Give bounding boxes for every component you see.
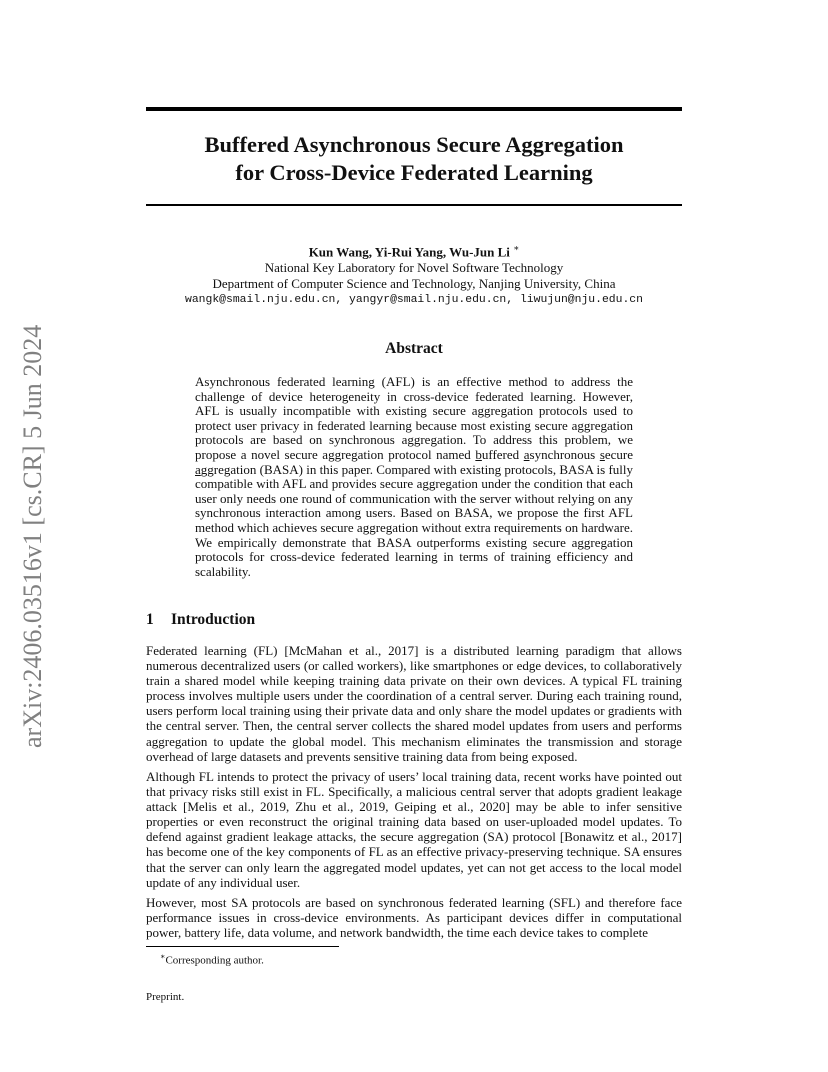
acronym-letter-s: s <box>599 446 605 462</box>
corresponding-author-marker: ∗ <box>513 243 520 253</box>
acronym-word-buffered: uffered <box>481 446 524 462</box>
author-names <box>146 240 682 260</box>
acronym-letter-a: a <box>523 446 530 462</box>
author-emails: wangk@smail.nju.edu.cn, yangyr@smail.nju.edu.cn, liwujun@nju.edu.cn <box>185 294 643 307</box>
paper-title <box>146 131 682 187</box>
abstract-body <box>195 375 633 579</box>
title-line-2: for Cross-Device Federated Learning <box>235 160 593 185</box>
title-top-rule <box>146 107 682 111</box>
title-line-1: Buffered Asynchronous Secure Aggregation <box>204 132 624 157</box>
abstract-heading: Abstract <box>385 340 443 357</box>
section-heading-introduction <box>146 611 682 629</box>
preprint-label: Preprint. <box>146 991 185 1003</box>
acronym-word-aggregation: ggregation <box>200 461 257 477</box>
introduction-paragraph-1: Federated learning (FL) [McMahan et al., 2017] is a distributed learning paradigm that allows numerous decentralized users (or called workers), like smartphones or edge devices, to collaboratively train a shared model while keeping training data private on their own devices. A typical FL training process involves multiple users under the coordination of a central server. During each training round, users perform local training using their private data and only share the model updates or gradients with the central server. Then, the central server collects the shared model updates from users and performs aggregation to update the global model. This mechanism eliminates the transmission and storage overhead of large datasets and prevents sensitive training data from being exposed. <box>146 643 682 764</box>
introduction-paragraph-2: Although FL intends to protect the privacy of users’ local training data, recent works have pointed out that privacy risks still exist in FL. Specifically, a malicious central server that adopts gradient leakage attack [Melis et al., 2019, Zhu et al., 2019, Geiping et al., 2020] may be able to infer sensitive properties or even reconstruct the original training data based on user-uploaded model updates. To defend against gradient leakage attacks, the secure aggregation (SA) protocol [Bonawitz et al., 2017] has become one of the key components of FL as an effective privacy-preserving technique. SA ensures that the server can only learn the aggregated model updates, yet can not get access to the local model update of any individual user. <box>146 769 682 890</box>
acronym-letter-a-2: a <box>195 461 201 477</box>
title-bottom-rule <box>146 204 682 206</box>
author-block <box>146 240 682 308</box>
abstract-text-part-1: Asynchronous federated learning (AFL) is an effective method to address the challenge of device heterogeneity in cross-device federated learning. However, AFL is usually incompatible with existing secure aggregation protocols used to protect user privacy in federated learning because most existing secure aggregation protocols are based on synchronous aggregation. To address this problem, we propose a novel secure aggregation protocol named <box>195 374 633 462</box>
footnote-marker: ∗ <box>160 952 166 961</box>
introduction-paragraph-3: However, most SA protocols are based on synchronous federated learning (SFL) and therefore face performance issues in cross-device environments. As participant devices differ in computational power, battery life, data volume, and network bandwidth, the time each device takes to complete <box>146 895 682 941</box>
author-names-text: Kun Wang, Yi-Rui Yang, Wu-Jun Li <box>308 244 510 260</box>
abstract-text-part-2: (BASA) in this paper. Compared with existing protocols, BASA is fully compatible with AFL and provides secure aggregation under the condition that each user only needs one round of communication with the server without relying on any synchronous interaction among users. Based on BASA, we propose the first AFL method which achieves secure aggregation without extra requirements on hardware. We empirically demonstrate that BASA outperforms existing secure aggregation protocols for cross-device federated learning in terms of training efficiency and scalability. <box>195 461 634 579</box>
arxiv-identifier-stamp: arXiv:2406.03516v1 [cs.CR] 5 Jun 2024 <box>18 324 47 748</box>
affiliation-line-2: Department of Computer Science and Technology, Nanjing University, China <box>212 276 616 292</box>
footnote <box>160 950 264 968</box>
acronym-word-secure: ecure <box>604 446 634 462</box>
affiliation-line-1: National Key Laboratory for Novel Software Technology <box>264 260 564 276</box>
footnote-text: Corresponding author. <box>165 954 264 967</box>
acronym-letter-b: b <box>475 446 482 462</box>
acronym-word-asynchronous: synchronous <box>529 446 600 462</box>
section-title: Introduction <box>171 611 256 628</box>
footnote-rule <box>146 946 339 947</box>
section-number: 1 <box>146 611 154 628</box>
